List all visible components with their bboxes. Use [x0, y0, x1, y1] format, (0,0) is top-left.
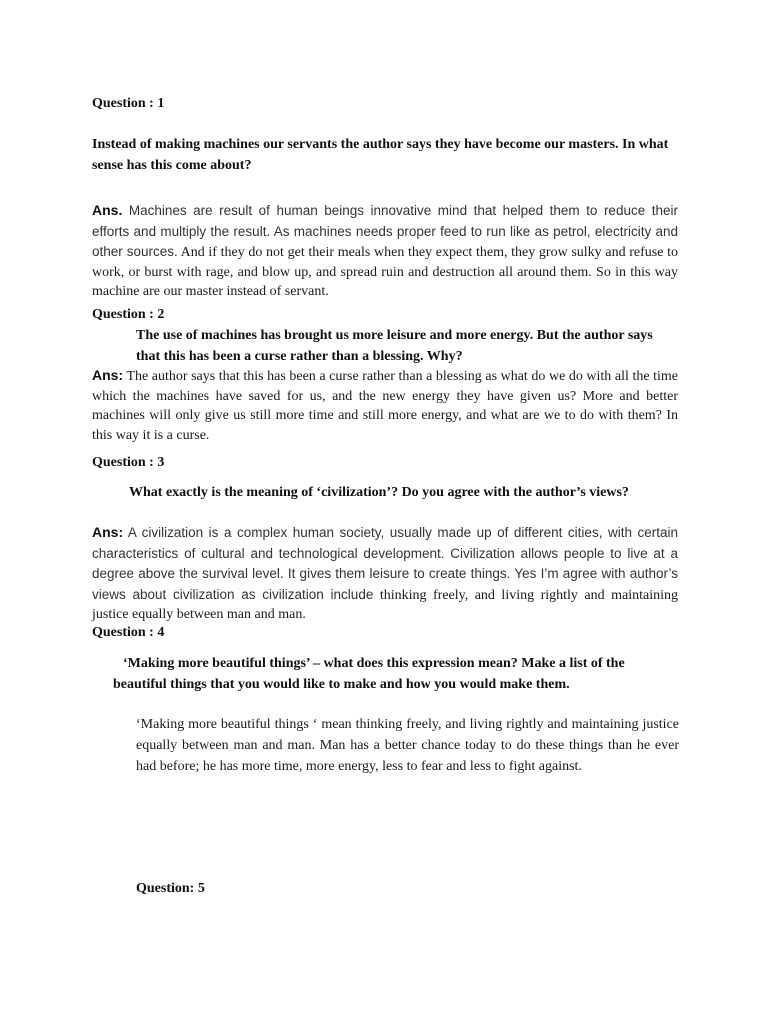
answer-2-text: The author says that this has been a curse rather than a blessing as what do we do with all the time which the machines have saved for us, and the new energy they have given us? More and better machines will only give us still more time and still more energy, and what are we to do with them? In this way it is a curse.	[92, 369, 678, 443]
answer-3-text-b: thinking freely, and living rightly and maintaining justice equally between man and man.	[92, 587, 678, 622]
question-2-text: The use of machines has brought us more leisure and more energy. But the author says that this has been a curse rather than a blessing. Why?	[136, 328, 653, 364]
answer-1-text-a: Machines are result of human beings innovative mind that helped them to reduce their efforts and multiply the result. As machines needs proper feed to run like as petrol, electricity and other sources.	[92, 203, 678, 259]
answer-1-label: Ans.	[92, 202, 123, 218]
question-1-text: Instead of making machines our servants the author says they have become our masters. In what sense has this come about?	[92, 137, 669, 173]
answer-4-text: ‘Making more beautiful things ‘ mean thinking freely, and living rightly and maintaining justice equally between man and man. Man has a better chance today to do these things than he ever had before; he has more time, more energy, less to fear and less to fight against.	[136, 717, 679, 774]
question-3-text: What exactly is the meaning of ‘civilization’? Do you agree with the author’s views?	[129, 485, 629, 500]
question-3-heading: Question : 3	[92, 455, 165, 470]
answer-1-text-b: And if they do not get their meals when they expect them, they grow sulky and refuse to work, or burst with rage, and blow up, and spread ruin and destruction all around them. So in this way machine are our master instead of servant.	[92, 245, 678, 299]
answer-1	[92, 201, 678, 302]
answer-2-label: Ans:	[92, 367, 124, 383]
question-1-heading: Question : 1	[92, 96, 165, 111]
answer-3-text-a: A civilization is a complex human society, usually made up of different cities, with certain characteristics of cultural and technological development. Civilization allows people to live at a degree above the survival level. It gives them leisure to create things. Yes I’m agree with author’s views about civilization as civilization include	[92, 525, 678, 602]
answer-3	[92, 523, 678, 625]
question-4-text: ‘Making more beautiful things’ – what does this expression mean? Make a list of the beautiful things that you would like to make and how you would make them.	[113, 656, 625, 692]
answer-3-label: Ans:	[92, 524, 124, 540]
question-2-heading: Question : 2	[92, 307, 165, 322]
question-4-heading: Question : 4	[92, 625, 165, 640]
question-5-heading: Question: 5	[136, 881, 205, 896]
answer-2	[92, 366, 678, 445]
